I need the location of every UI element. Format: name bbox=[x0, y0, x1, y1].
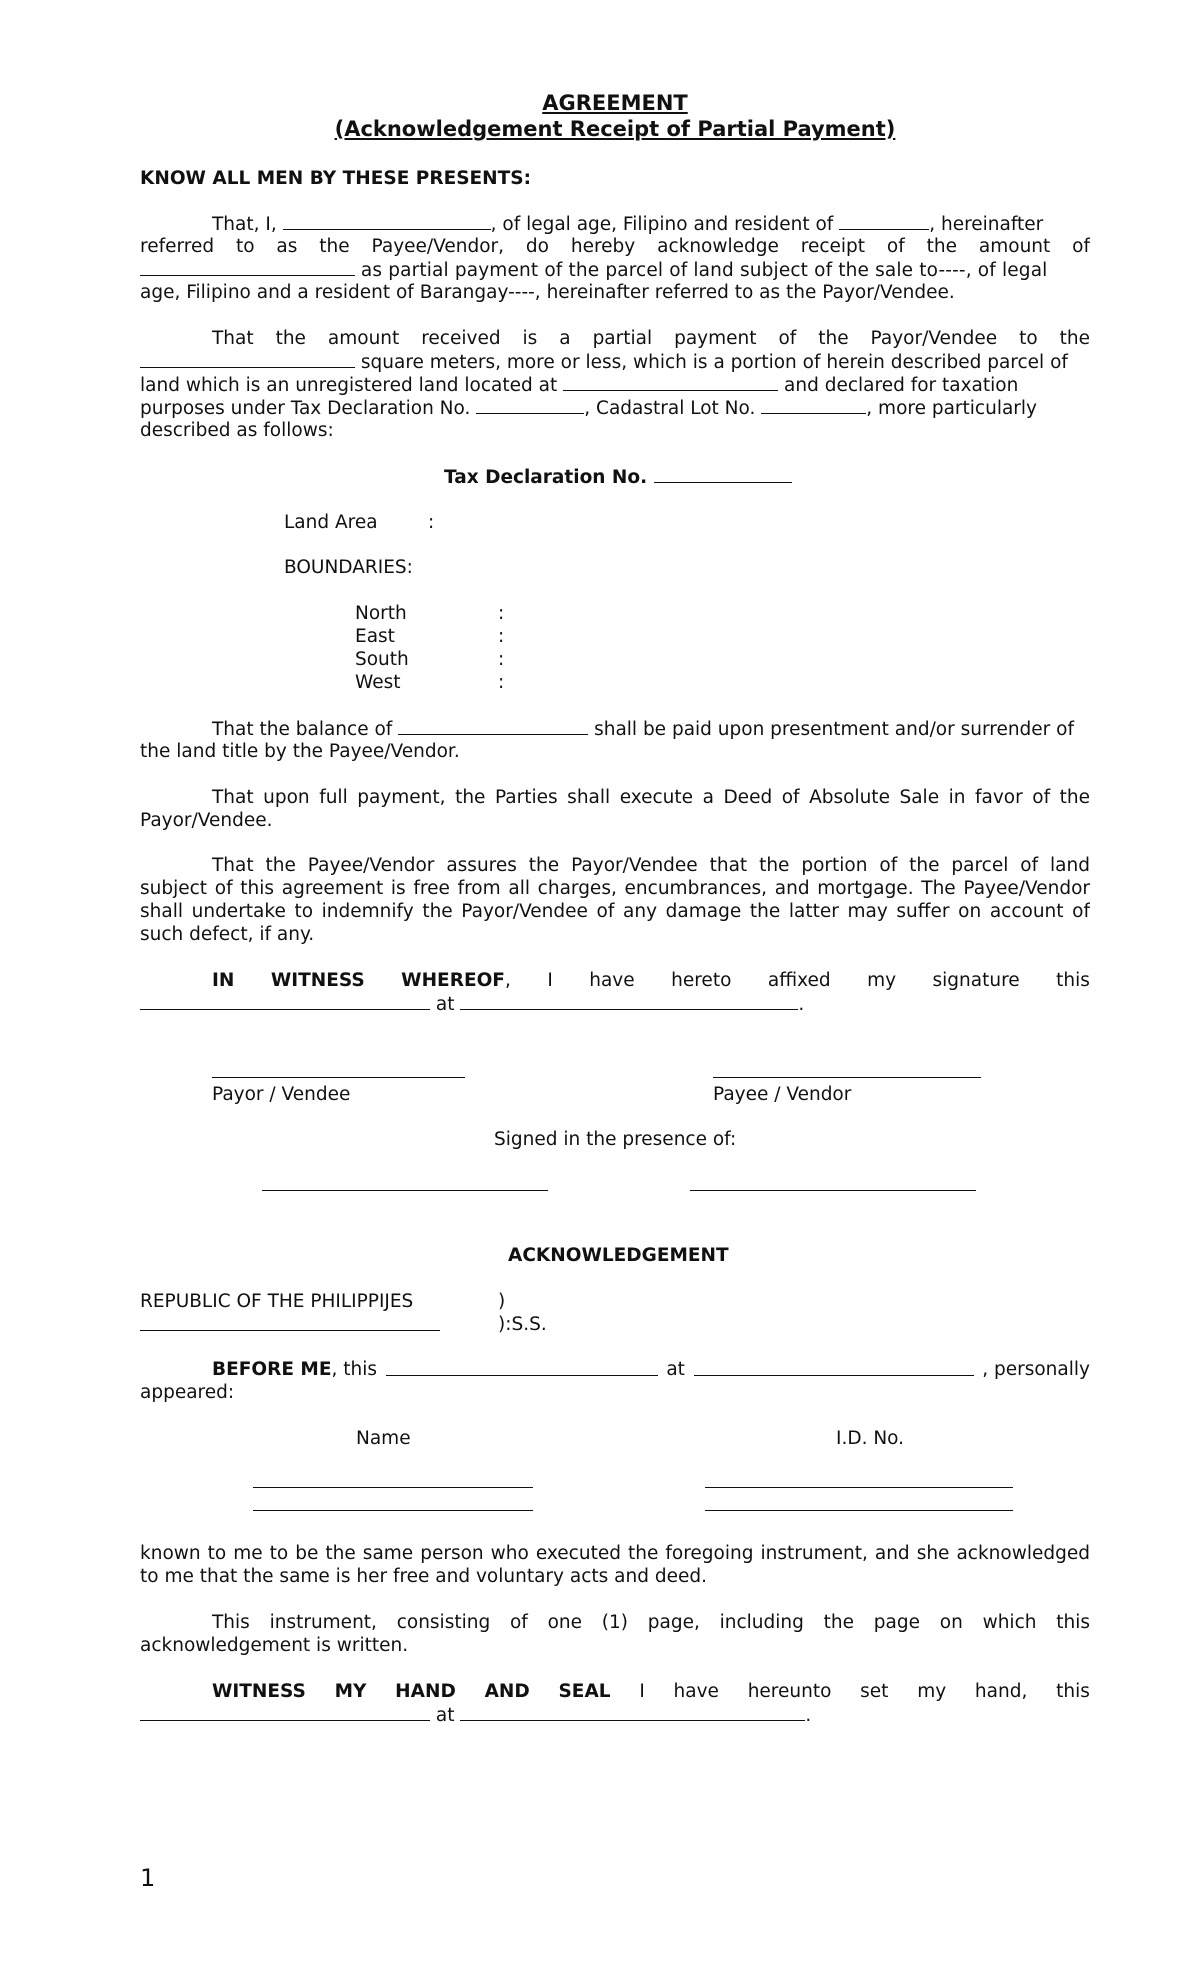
boundary-north-colon: : bbox=[498, 603, 505, 624]
blank-venue[interactable] bbox=[140, 1313, 440, 1331]
p1-line4: age, Filipino and a resident of Barangay----, hereinafter referred to as the Payor/Vendee. bbox=[140, 282, 955, 303]
blank-seal-date[interactable] bbox=[140, 1703, 430, 1721]
known-line1: known to me to be the same person who executed the foregoing instrument, and she acknowledged bbox=[140, 1543, 1090, 1564]
p2-line5: described as follows: bbox=[140, 420, 334, 441]
known-line2: to me that the same is her free and voluntary acts and deed. bbox=[140, 1566, 707, 1587]
blank-residence[interactable] bbox=[839, 212, 929, 230]
payor-signature-line[interactable] bbox=[212, 1077, 465, 1078]
before-me-line: BEFORE ME, this at , personally bbox=[212, 1359, 1090, 1380]
blank-ack-date[interactable] bbox=[386, 1358, 658, 1376]
land-area-colon: : bbox=[428, 512, 435, 533]
payee-signature-line[interactable] bbox=[713, 1077, 981, 1078]
witness-hand-seal-line2: at . bbox=[140, 1703, 811, 1727]
blank-ack-place[interactable] bbox=[694, 1358, 974, 1376]
witness-hand-seal-line1: WITNESS MY HAND AND SEAL I have hereunto set my hand, this bbox=[212, 1681, 1090, 1702]
blank-location[interactable] bbox=[563, 373, 778, 391]
p2-line2: square meters, more or less, which is a portion of herein described parcel of bbox=[140, 350, 1068, 374]
p4-line1: That upon full payment, the Parties shall execute a Deed of Absolute Sale in favor of the bbox=[212, 787, 1090, 808]
blank-seal-place[interactable] bbox=[460, 1703, 805, 1721]
p2-line1: That the amount received is a partial payment of the Payor/Vendee to the bbox=[212, 328, 1090, 349]
ack-name-line-2[interactable] bbox=[253, 1510, 533, 1511]
p5-line1: That the Payee/Vendor assures the Payor/Vendee that the portion of the parcel of land bbox=[212, 855, 1090, 876]
p2-line4: purposes under Tax Declaration No. , Cadastral Lot No. , more particularly bbox=[140, 398, 1037, 419]
witness-line2: at . bbox=[140, 992, 804, 1016]
blank-tax-declaration-heading[interactable] bbox=[654, 465, 792, 483]
boundary-west-colon: : bbox=[498, 672, 505, 693]
blank-witness-date[interactable] bbox=[140, 992, 430, 1010]
ack-id-line-1[interactable] bbox=[705, 1487, 1013, 1488]
blank-witness-place[interactable] bbox=[460, 992, 798, 1010]
payee-label: Payee / Vendor bbox=[713, 1084, 852, 1105]
blank-balance[interactable] bbox=[398, 717, 588, 735]
ack-id-line-2[interactable] bbox=[705, 1510, 1013, 1511]
blank-square-meters[interactable] bbox=[140, 350, 355, 368]
p5-line2: subject of this agreement is free from all charges, encumbrances, and mortgage. The Payee/Vendor bbox=[140, 878, 1090, 899]
ack-name-line-1[interactable] bbox=[253, 1487, 533, 1488]
ss-line bbox=[140, 1313, 440, 1337]
p2-line3: land which is an unregistered land located at and declared for taxation bbox=[140, 375, 1019, 396]
document-title: AGREEMENT bbox=[542, 91, 688, 115]
republic-label: REPUBLIC OF THE PHILIPPIJES bbox=[140, 1291, 414, 1312]
p1-line1: That, I, , of legal age, Filipino and resident of , hereinafter bbox=[212, 214, 1044, 235]
boundary-west: West bbox=[355, 672, 401, 693]
blank-cadastral-lot-no[interactable] bbox=[761, 396, 866, 414]
republic-paren: ) bbox=[498, 1291, 506, 1312]
boundary-east: East bbox=[355, 626, 395, 647]
blank-tax-declaration-no[interactable] bbox=[476, 396, 584, 414]
p4-line2: Payor/Vendee. bbox=[140, 810, 273, 831]
document-subtitle: (Acknowledgement Receipt of Partial Payment) bbox=[334, 117, 896, 141]
id-column-header: I.D. No. bbox=[836, 1428, 905, 1449]
intro-heading: KNOW ALL MEN BY THESE PRESENTS: bbox=[140, 168, 531, 189]
instrument-line1: This instrument, consisting of one (1) page, including the page on which this bbox=[212, 1612, 1090, 1633]
boundary-north: North bbox=[355, 603, 407, 624]
appeared-label: appeared: bbox=[140, 1382, 235, 1403]
p3-line1: That the balance of shall be paid upon presentment and/or surrender of bbox=[212, 719, 1075, 740]
instrument-line2: acknowledgement is written. bbox=[140, 1635, 409, 1656]
name-column-header: Name bbox=[356, 1428, 411, 1449]
acknowledgement-heading: ACKNOWLEDGEMENT bbox=[508, 1245, 729, 1266]
boundary-south-colon: : bbox=[498, 649, 505, 670]
boundaries-label: BOUNDARIES: bbox=[284, 557, 413, 578]
land-area-label: Land Area bbox=[284, 512, 378, 533]
blank-amount[interactable] bbox=[140, 258, 355, 276]
p1-line2: referred to as the Payee/Vendor, do hereby acknowledge receipt of the amount of bbox=[140, 236, 1090, 257]
witness2-signature-line[interactable] bbox=[690, 1190, 976, 1191]
page-number: 1 bbox=[140, 1864, 156, 1892]
boundary-south: South bbox=[355, 649, 409, 670]
p1-line3: as partial payment of the parcel of land subject of the sale to----, of legal bbox=[140, 258, 1047, 282]
p3-line2: the land title by the Payee/Vendor. bbox=[140, 741, 460, 762]
tax-declaration-heading: Tax Declaration No. bbox=[444, 465, 792, 489]
payor-label: Payor / Vendee bbox=[212, 1084, 351, 1105]
blank-payee-name[interactable] bbox=[283, 212, 491, 230]
ss-label: ):S.S. bbox=[498, 1314, 547, 1335]
witness-line1: IN WITNESS WHEREOF, I have hereto affixed my signature this bbox=[212, 970, 1090, 991]
witness1-signature-line[interactable] bbox=[262, 1190, 548, 1191]
p5-line3: shall undertake to indemnify the Payor/Vendee of any damage the latter may suffer on account of bbox=[140, 901, 1090, 922]
boundary-east-colon: : bbox=[498, 626, 505, 647]
p5-line4: such defect, if any. bbox=[140, 924, 315, 945]
signed-presence-label: Signed in the presence of: bbox=[494, 1129, 737, 1150]
